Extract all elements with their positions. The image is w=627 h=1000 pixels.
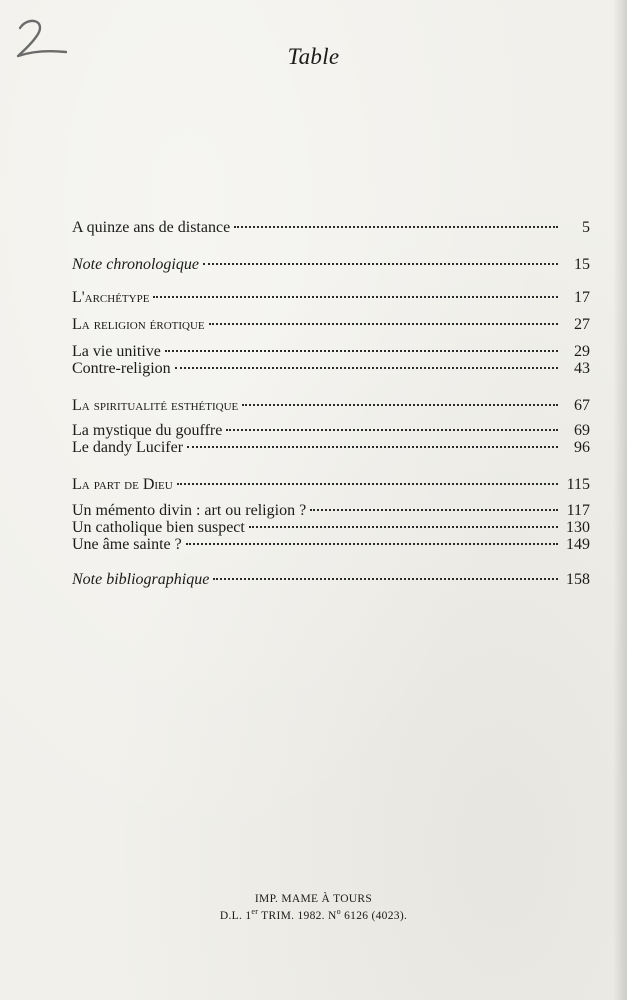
colophon-dl-prefix: D.L. 1 bbox=[219, 910, 252, 922]
page-edge-shadow bbox=[613, 0, 627, 1000]
toc-entry-title: La part de Dieu bbox=[72, 476, 173, 493]
toc-entry-page: 149 bbox=[566, 536, 590, 553]
colophon-legal-deposit-line bbox=[0, 908, 627, 925]
leader-dots bbox=[310, 508, 558, 511]
toc-entry-title: A quinze ans de distance bbox=[72, 219, 231, 236]
toc-entry-page: 27 bbox=[574, 316, 590, 333]
leader-dots bbox=[203, 262, 558, 265]
colophon-number-text: 6126 (4023). bbox=[340, 910, 408, 922]
colophon-trim-text: TRIM. 1982. N bbox=[258, 910, 337, 922]
toc-entry-title: Une âme sainte ? bbox=[72, 536, 182, 553]
leader-dots bbox=[153, 295, 558, 298]
toc-entry-title: Un catholique bien suspect bbox=[72, 519, 245, 536]
toc-entry-page: 115 bbox=[566, 476, 590, 493]
toc-entry-page: 5 bbox=[582, 219, 590, 236]
colophon-printer-line: IMP. MAME À TOURS bbox=[254, 893, 373, 905]
page-title: Table bbox=[287, 44, 340, 69]
leader-dots bbox=[175, 366, 558, 369]
toc-entry-title: La spiritualité esthétique bbox=[72, 397, 239, 414]
leader-dots bbox=[165, 349, 558, 352]
leader-dots bbox=[249, 525, 558, 528]
leader-dots bbox=[226, 428, 558, 431]
toc-entry-title: Un mémento divin : art ou religion ? bbox=[72, 502, 307, 519]
toc-entry-title: Le dandy Lucifer bbox=[72, 439, 184, 456]
toc-entry-title: Note bibliographique bbox=[72, 571, 210, 588]
toc-entry-page: 67 bbox=[574, 397, 590, 414]
printer-colophon bbox=[0, 891, 627, 925]
leader-dots bbox=[209, 322, 558, 325]
toc-entry bbox=[72, 315, 590, 335]
toc-entry-title: Contre-religion bbox=[72, 360, 171, 377]
leader-dots bbox=[186, 542, 558, 545]
toc-entry-title: L'archétype bbox=[72, 289, 150, 306]
toc-entry-page: 69 bbox=[574, 422, 590, 439]
colophon-ordinal-sup: er bbox=[251, 907, 259, 917]
toc-entry bbox=[72, 535, 590, 555]
toc-entry-page: 158 bbox=[566, 571, 590, 588]
toc-entry bbox=[72, 255, 590, 275]
toc-entry-page: 29 bbox=[574, 343, 590, 360]
leader-dots bbox=[213, 577, 558, 580]
toc-entry-title: La mystique du gouffre bbox=[72, 422, 223, 439]
leader-dots bbox=[242, 403, 558, 406]
leader-dots bbox=[234, 225, 558, 228]
toc-entry bbox=[72, 475, 590, 495]
toc-entry-page: 43 bbox=[574, 360, 590, 377]
toc-entry-page: 130 bbox=[566, 519, 590, 536]
toc-entry bbox=[72, 438, 590, 458]
toc-entry-page: 17 bbox=[574, 289, 590, 306]
toc-entry-title: La vie unitive bbox=[72, 343, 161, 360]
colophon-number-sup: o bbox=[336, 907, 341, 917]
toc-entry bbox=[72, 396, 590, 416]
toc-entry bbox=[72, 570, 590, 590]
toc-entry-page: 15 bbox=[574, 256, 590, 273]
toc-entry-title: La religion érotique bbox=[72, 316, 205, 333]
toc-entry-page: 96 bbox=[574, 439, 590, 456]
toc-entry bbox=[72, 288, 590, 308]
toc-entry bbox=[72, 359, 590, 379]
toc-entry-title: Note chronologique bbox=[72, 256, 199, 273]
leader-dots bbox=[177, 482, 558, 485]
toc-entry bbox=[72, 218, 590, 238]
leader-dots bbox=[187, 445, 558, 448]
toc-entry-page: 117 bbox=[566, 502, 590, 519]
